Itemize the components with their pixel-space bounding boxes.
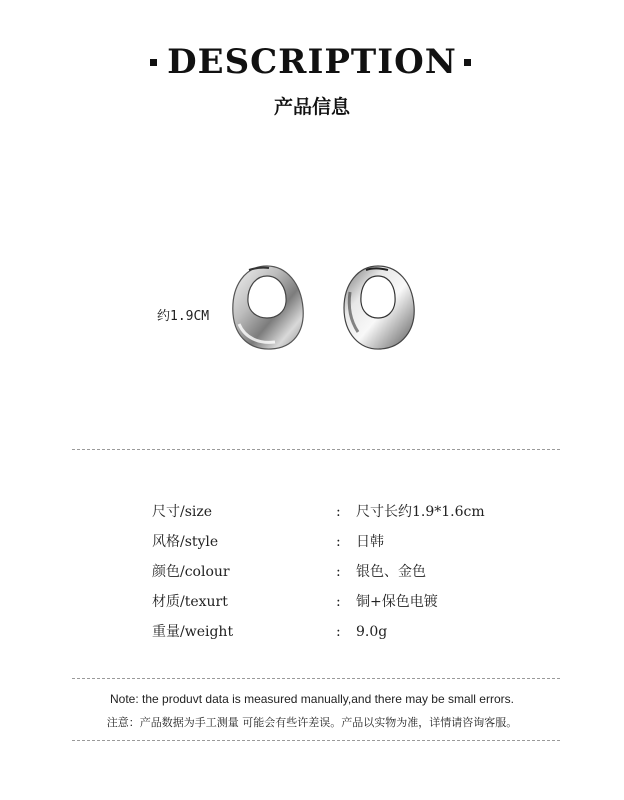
spec-row-style	[0, 531, 624, 553]
spec-colon: :	[336, 624, 341, 640]
spec-value: 银色、金色	[356, 564, 426, 580]
divider-top	[72, 449, 560, 450]
spec-value: 铜+保色电镀	[356, 594, 438, 610]
title-bullet-right	[464, 59, 471, 66]
note-english: Note: the produvt data is measured manually,and there may be small errors.	[110, 692, 514, 706]
spec-label: 材质/texurt	[152, 594, 228, 610]
spec-colon: :	[336, 504, 341, 520]
spec-colon: :	[336, 534, 341, 550]
spec-value: 9.0g	[356, 624, 388, 640]
spec-label: 尺寸/size	[152, 504, 213, 520]
spec-row-colour	[0, 561, 624, 583]
spec-label: 颜色/colour	[152, 564, 230, 580]
spec-row-size	[0, 501, 624, 523]
spec-row-material	[0, 591, 624, 613]
earring-image-left	[225, 262, 309, 352]
page-subtitle: 产品信息	[273, 96, 350, 118]
spec-value: 尺寸长约1.9*1.6cm	[356, 504, 485, 520]
page-title: DESCRIPTION	[167, 42, 457, 82]
earring-image-right	[336, 262, 420, 352]
note-chinese: 注意：产品数据为手工测量 可能会有些许差误。产品以实物为准，详情请咨询客服。	[106, 716, 518, 729]
divider-bottom	[72, 740, 560, 741]
spec-row-weight	[0, 621, 624, 643]
spec-value: 日韩	[356, 534, 384, 550]
spec-colon: :	[336, 594, 341, 610]
spec-label: 风格/style	[152, 534, 219, 550]
spec-label: 重量/weight	[152, 624, 234, 640]
spec-colon: :	[336, 564, 341, 580]
title-row	[0, 38, 624, 86]
divider-middle	[72, 678, 560, 679]
size-annotation: 约1.9CM	[157, 309, 210, 324]
